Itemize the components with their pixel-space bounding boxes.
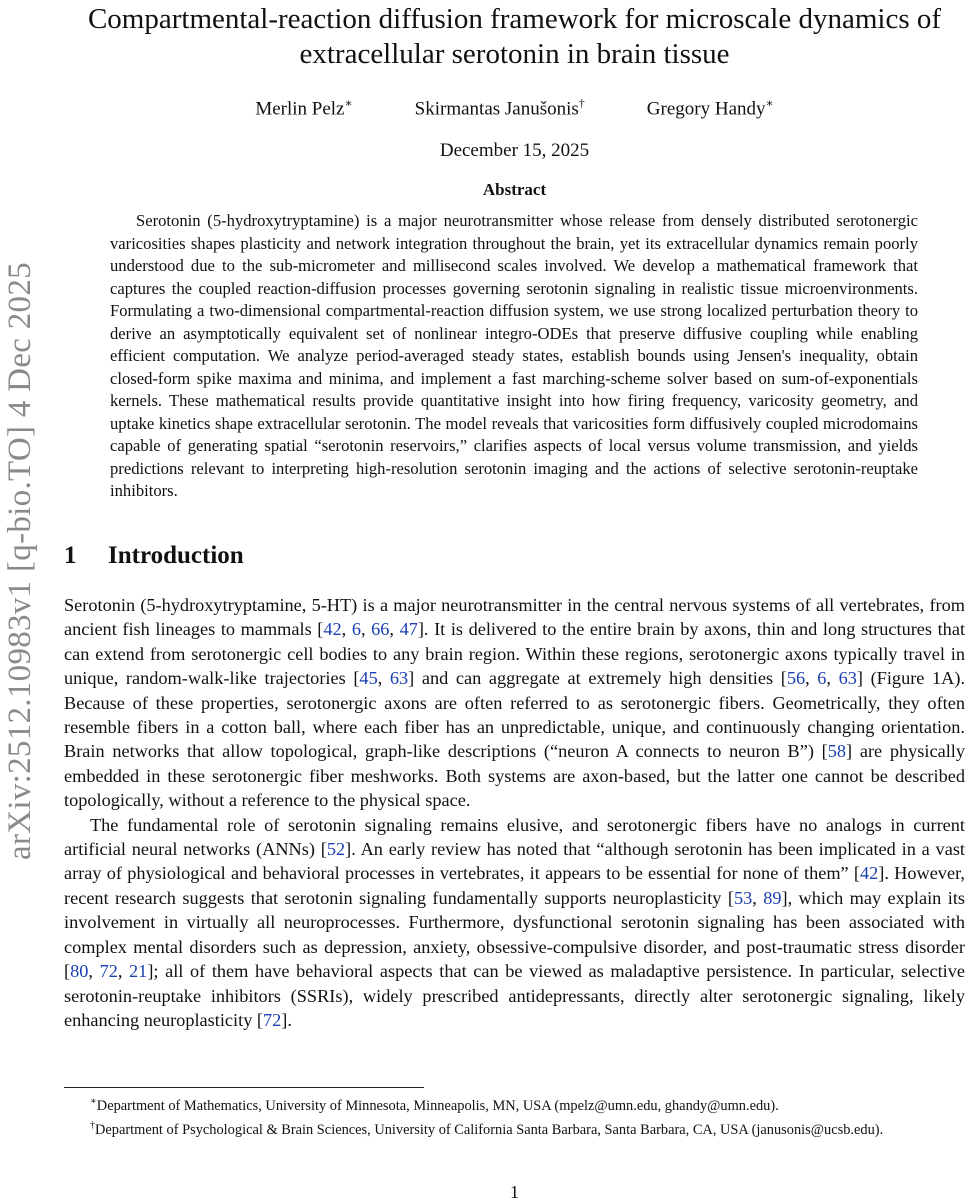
- citation-link[interactable]: 56: [786, 668, 806, 689]
- abstract-heading: Abstract: [482, 180, 547, 199]
- arxiv-identifier-stamp: arXiv:2512.10983v1 [q-bio.TO] 4 Dec 2025: [2, 262, 38, 860]
- citation-link[interactable]: 21: [129, 961, 148, 982]
- introduction-body: [64, 593, 965, 1032]
- footnote-mark: †: [90, 1119, 95, 1131]
- section-heading: [64, 542, 244, 570]
- paper-title: Compartmental-reaction diffusion framework for microscale dynamics of extracellular serotonin in brain tissue: [87, 3, 942, 70]
- citation-link[interactable]: 72: [263, 1009, 282, 1030]
- author-name: Merlin Pelz: [255, 98, 345, 120]
- paper-date: December 15, 2025: [439, 140, 590, 161]
- citation-link[interactable]: 53: [733, 887, 753, 908]
- citation-link[interactable]: 45: [359, 668, 378, 689]
- citation-link[interactable]: 6: [817, 668, 827, 689]
- paragraph: Serotonin (5-hydroxytryptamine, 5-HT) is a major neurotransmitter in the central nervous systems of all vertebrates, from ancient fish lineages to mammals [42, 6, 66, 47]. It is delivered to the entire brain by axons, thin and long structures that can extend from serotonergic cell bodies to any brain region. Within these regions, serotonergic axons typically travel in unique, random-walk-like trajectories [45, 63] and can aggregate at extremely high densities [56, 6, 63] (Figure 1A). Because of these properties, serotonergic axons are often referred to as serotonergic fibers. Geometrically, they often resemble fibers in a cotton ball, where each fiber has an unpredictable, unique, and continuously changing orientation. Brain networks that allow topological, graph-like descriptions (“neuron A connects to neuron B”) [58] are physically embedded in these serotonergic fiber meshworks. Both systems are axon-based, but the latter one cannot be described topologically, without a reference to the physical space.: [64, 595, 965, 811]
- affiliation-mark: ∗: [765, 96, 774, 110]
- footnote: [64, 1116, 965, 1140]
- footnotes: [64, 1092, 965, 1140]
- citation-link[interactable]: 66: [371, 619, 390, 640]
- citation-link[interactable]: 47: [399, 619, 418, 640]
- citation-link[interactable]: 52: [326, 839, 346, 860]
- footnote-rule: [64, 1087, 424, 1088]
- author-name: Skirmantas Janušonis: [414, 98, 579, 120]
- page-number: 1: [510, 1182, 519, 1202]
- footnote-mark: ∗: [90, 1096, 97, 1107]
- author: [415, 96, 585, 120]
- abstract-text: Serotonin (5-hydroxytryptamine) is a major neurotransmitter whose release from densely distributed serotonergic varicosities shapes plasticity and network integration throughout the brain, yet its extracellular dynamics remain poorly understood due to the sub-micrometer and millisecond scales involved. We develop a mathematical framework that captures the coupled reaction-diffusion processes governing serotonin signaling in realistic tissue microenvironments. Formulating a two-dimensional compartmental-reaction diffusion system, we use strong localized perturbation theory to derive an asymptotically equivalent set of nonlinear integro-ODEs that preserve diffusive coupling while enabling efficient computation. We analyze period-averaged steady states, establish bounds using Jensen's inequality, obtain closed-form spike maxima and minima, and implement a fast marching-scheme solver based on sum-of-exponentials kernels. These mathematical results provide quantitative insight into how firing frequency, varicosity geometry, and uptake kinetics shape extracellular serotonin. The model reveals that varicosities form diffusively coupled microdomains capable of generating spatial “serotonin reservoirs,” clarifies aspects of local versus volume transmission, and yields predictions relevant to interpreting high-resolution serotonin imaging and the actions of selective serotonin-reuptake inhibitors.: [110, 211, 918, 500]
- citation-link[interactable]: 72: [99, 961, 118, 982]
- footnote: [64, 1092, 965, 1116]
- citation-link[interactable]: 58: [827, 741, 847, 762]
- footnote-text: Department of Psychological & Brain Sciences, University of California Santa Barbara, Santa Barbara, CA, USA (janusonis@ucsb.edu).: [95, 1121, 884, 1138]
- section-title: Introduction: [108, 542, 244, 569]
- citation-link[interactable]: 42: [323, 619, 342, 640]
- author: [647, 96, 774, 120]
- author-name: Gregory Handy: [646, 98, 766, 120]
- footnote-text: Department of Mathematics, University of Minnesota, Minneapolis, MN, USA (mpelz@umn.edu, ghandy@umn.edu).: [96, 1097, 779, 1114]
- citation-link[interactable]: 42: [859, 863, 879, 884]
- affiliation-mark: †: [578, 96, 585, 110]
- section-number: 1: [64, 542, 77, 569]
- author-list: [64, 96, 965, 120]
- author: [255, 96, 352, 120]
- citation-link[interactable]: 6: [351, 619, 361, 640]
- citation-link[interactable]: 89: [763, 887, 782, 908]
- citation-link[interactable]: 63: [389, 668, 409, 689]
- affiliation-mark: ∗: [344, 96, 353, 110]
- citation-link[interactable]: 63: [838, 668, 857, 689]
- citation-link[interactable]: 80: [70, 961, 89, 982]
- paragraph: The fundamental role of serotonin signaling remains elusive, and serotonergic fibers have no analogs in current artificial neural networks (ANNs) [52]. An early review has noted that “although serotonin has been implicated in a vast array of physiological and behavioral processes in vertebrates, it appears to be essential for none of them” [42]. However, recent research suggests that serotonin signaling fundamentally supports neuroplasticity [53, 89], which may explain its involvement in virtually all neuroprocesses. Furthermore, dysfunctional serotonin signaling has been associated with complex mental disorders such as depression, anxiety, obsessive-compulsive disorder, and post-traumatic stress disorder [80, 72, 21]; all of them have behavioral aspects that can be viewed as maladaptive persistence. In particular, selective serotonin-reuptake inhibitors (SSRIs), widely prescribed antidepressants, directly alter serotonergic signaling, likely enhancing neuroplasticity [72].: [64, 814, 965, 1030]
